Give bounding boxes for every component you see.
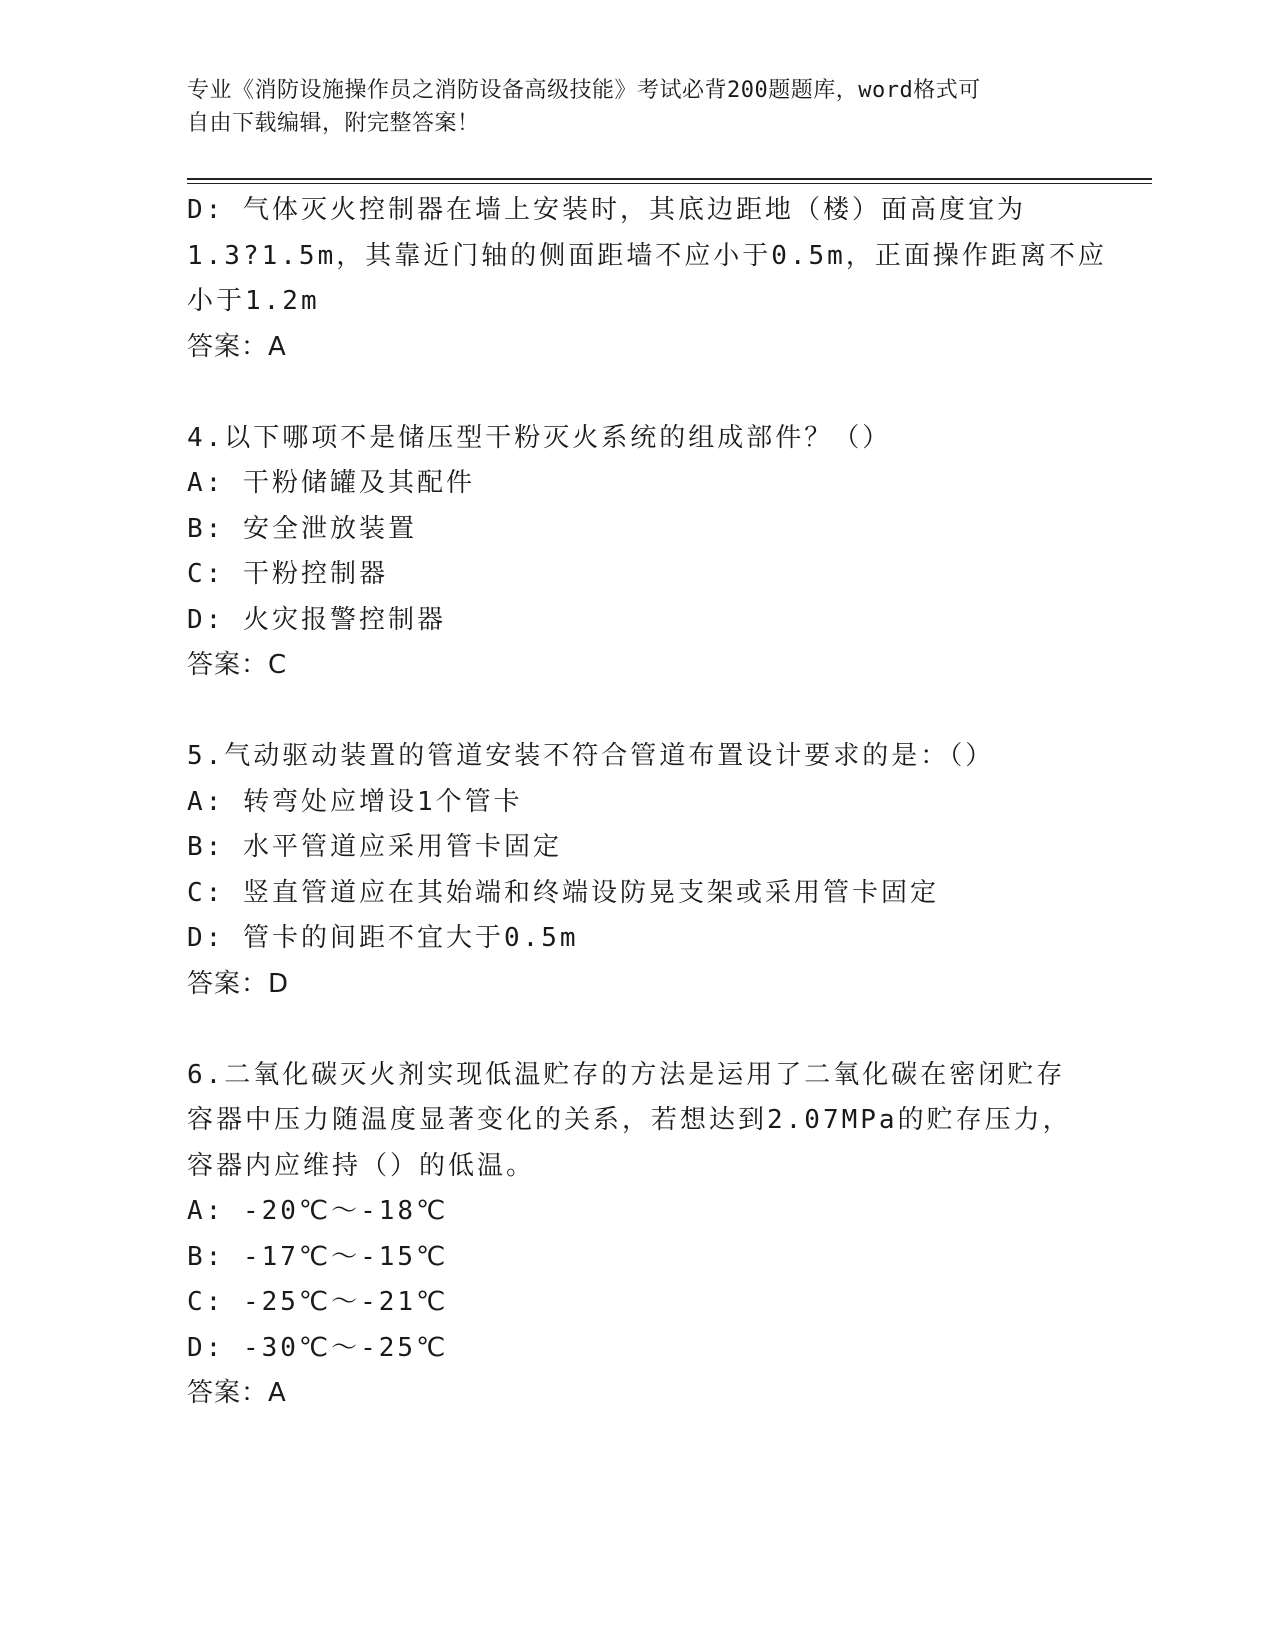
option-b: B: 安全泄放装置 [187,513,417,544]
option-a: A: -20℃～-18℃ [187,1196,449,1226]
option-d: D: 火灾报警控制器 [187,604,446,635]
option-a: A: 转弯处应增设1个管卡 [187,786,523,817]
option-c: C: 竖直管道应在其始端和终端设防晃支架或采用管卡固定 [187,877,939,908]
question-5 [187,734,1087,1007]
option-d-continued: 1.3?1.5m，其靠近门轴的侧面距墙不应小于0.5m，正面操作距离不应 [187,240,1107,271]
question-stem-continued: 容器内应维持（）的低温。 [187,1150,536,1181]
answer: 答案：A [187,1378,287,1408]
header-rule-thin [187,183,1152,184]
option-d: D: 管卡的间距不宜大于0.5m [187,923,579,953]
question-stem: 4.以下哪项不是储压型干粉灭火系统的组成部件？（） [187,422,892,453]
option-b: B: 水平管道应采用管卡固定 [187,832,562,862]
option-c: C: 干粉控制器 [187,559,388,589]
spacer [187,689,1087,735]
question-4 [187,416,1087,689]
option-d: D: -30℃～-25℃ [187,1332,449,1363]
question-stem-continued: 容器中压力随温度显著变化的关系，若想达到2.07MPa的贮存压力， [187,1105,1072,1135]
spacer [187,370,1087,416]
option-c: C: -25℃～-21℃ [187,1287,449,1317]
answer: 答案：A [187,331,287,362]
question-list [187,188,1107,1417]
option-b: B: -17℃～-15℃ [187,1241,449,1272]
spacer [187,1007,1087,1053]
question-3-tail [187,188,1107,370]
question-stem: 5.气动驱动装置的管道安装不符合管道布置设计要求的是：（） [187,741,995,771]
page-header [187,74,1067,140]
header-rule-thick [187,178,1152,180]
question-6 [187,1053,1087,1417]
answer: 答案：D [187,968,290,999]
header-line-2: 自由下载编辑，附完整答案！ [187,111,480,136]
header-line-1: 专业《消防设施操作员之消防设备高级技能》考试必背200题题库，word格式可 [187,78,981,103]
option-a: A: 干粉储罐及其配件 [187,468,475,498]
option-d: D: 气体灭火控制器在墙上安装时，其底边距地（楼）面高度宜为 [187,195,1026,225]
option-d-continued: 小于1.2m [187,286,320,316]
answer: 答案：C [187,650,288,680]
question-stem: 6.二氧化碳灭火剂实现低温贮存的方法是运用了二氧化碳在密闭贮存 [187,1059,1066,1090]
